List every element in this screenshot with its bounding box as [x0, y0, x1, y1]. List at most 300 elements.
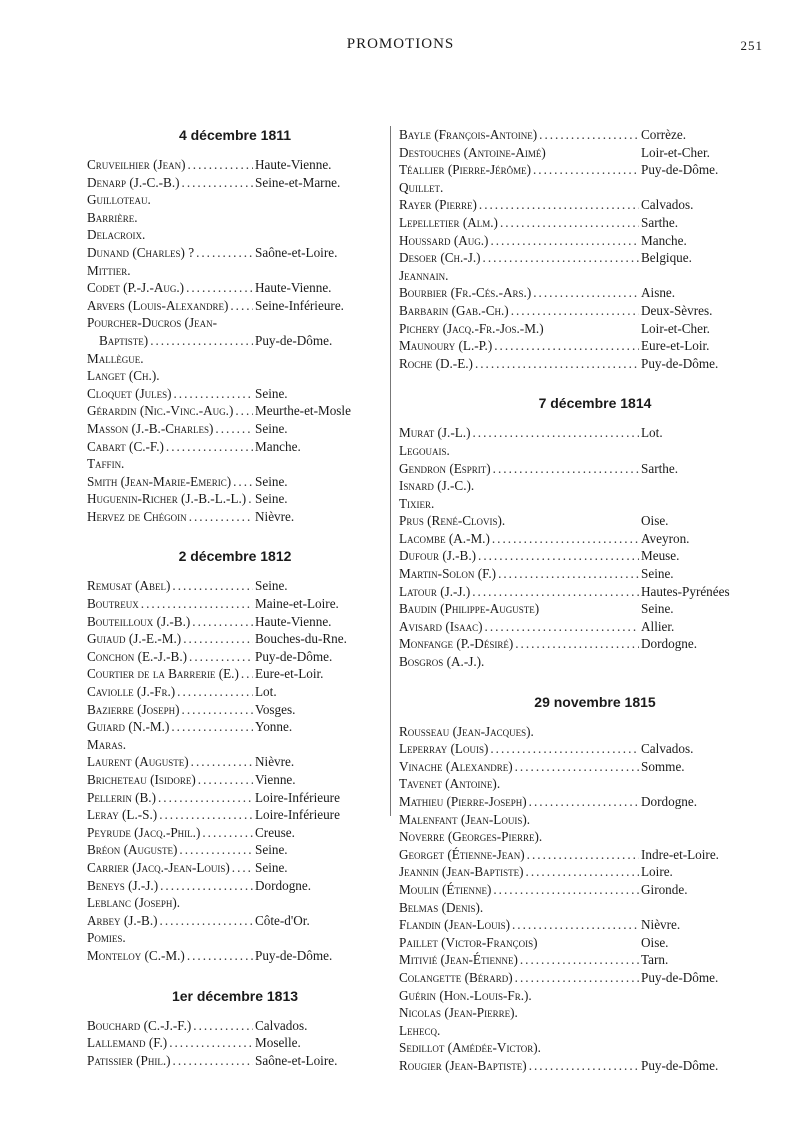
- page-number: 251: [740, 38, 763, 53]
- department-name: Gironde.: [641, 881, 688, 897]
- dot-leader: [177, 683, 253, 701]
- department-name: Seine-Inférieure.: [255, 297, 344, 313]
- promotion-entry: [87, 191, 383, 209]
- promotion-entry: [399, 969, 791, 987]
- department-name: Seine.: [641, 601, 674, 617]
- department-name: Seine.: [255, 842, 288, 858]
- department-name: Dordogne.: [641, 794, 698, 809]
- person-name: Legouais.: [399, 442, 450, 458]
- person-name: Barbarin (Gab.-Ch.): [399, 302, 509, 318]
- promotion-entry: [399, 951, 791, 969]
- promotion-entry: [87, 771, 383, 789]
- promotion-entry: [399, 161, 791, 179]
- person-name: Guiaud (J.-E.-M.): [87, 631, 182, 647]
- promotion-entry: [399, 249, 791, 267]
- person-name: Pourcher-Ducros (Jean-: [87, 315, 217, 331]
- promotion-entry: [87, 929, 383, 947]
- promotion-entry: [87, 912, 383, 930]
- dot-leader: [479, 196, 639, 214]
- person-name: Pichery (Jacq.-Fr.-Jos.-M.): [399, 320, 544, 336]
- dot-leader: [183, 630, 253, 648]
- promotion-entry: [87, 508, 383, 526]
- promotion-entry: [399, 1004, 791, 1022]
- promotion-entry: [87, 385, 383, 403]
- person-name: Bouteilloux (J.-B.): [87, 613, 191, 629]
- dot-leader: [485, 618, 639, 636]
- department-name: Oise.: [641, 934, 669, 950]
- promotion-entry: [87, 332, 383, 350]
- person-name: Martin-Solon (F.): [399, 566, 497, 582]
- dot-leader: [475, 355, 639, 373]
- person-name: Carrier (Jacq.-Jean-Louis): [87, 859, 230, 875]
- dot-leader: [189, 648, 253, 666]
- promotion-entry: [399, 495, 791, 513]
- person-name: Caviolle (J.-Fr.): [87, 684, 176, 700]
- person-name: Bayle (François-Antoine): [399, 127, 538, 142]
- dot-leader: [171, 718, 253, 736]
- promotion-entry: [87, 420, 383, 438]
- department-name: Saône-et-Loire.: [255, 244, 338, 260]
- dot-leader: [160, 877, 253, 895]
- promotion-entry: [87, 894, 383, 912]
- promotion-entry: [87, 350, 383, 368]
- promotion-entry: [399, 758, 791, 776]
- person-name: Leray (L.-S.): [87, 807, 158, 823]
- person-name: Vinache (Alexandre): [399, 758, 513, 774]
- person-name: Peyrude (Jacq.-Phil.): [87, 824, 201, 840]
- running-title: PROMOTIONS: [346, 36, 455, 52]
- promotion-entry: [87, 577, 383, 595]
- dot-leader: [159, 806, 253, 824]
- promotion-entry: [399, 477, 791, 495]
- person-name: Leblanc (Joseph).: [87, 895, 181, 911]
- department-name: Puy-de-Dôme.: [255, 332, 333, 348]
- person-name: Mallègue.: [87, 350, 144, 366]
- promotion-entry: [399, 355, 791, 373]
- promotion-entry: [87, 824, 383, 842]
- dot-leader: [539, 126, 639, 144]
- person-name: Delacroix.: [87, 227, 146, 243]
- department-name: Haute-Vienne.: [255, 613, 332, 629]
- promotion-entry: [399, 1022, 791, 1040]
- person-name: Langet (Ch.).: [87, 368, 160, 384]
- promotion-entry: [399, 424, 791, 442]
- person-name: Gérardin (Nic.-Vinc.-Aug.): [87, 403, 234, 419]
- dot-leader: [529, 1057, 639, 1075]
- person-name: Desoer (Ch.-J.): [399, 250, 481, 266]
- department-name: Nièvre.: [641, 917, 681, 933]
- person-name: Laurent (Auguste): [87, 754, 189, 770]
- department-name: Tarn.: [641, 952, 669, 968]
- person-name: Noverre (Georges-Pierre).: [399, 829, 543, 845]
- dot-leader: [189, 508, 253, 526]
- person-name: Leperray (Louis): [399, 741, 489, 757]
- person-name: Mitivié (Jean-Étienne): [399, 952, 518, 968]
- person-name: Tixier.: [399, 495, 435, 511]
- section-date-heading: 7 décembre 1814: [538, 395, 652, 412]
- promotion-entry: [87, 701, 383, 719]
- department-name: Aisne.: [641, 285, 676, 301]
- promotion-entry: [399, 267, 791, 285]
- person-name: Avisard (Isaac): [399, 618, 483, 634]
- person-name: Arvers (Louis-Alexandre): [87, 297, 229, 313]
- right-column: [399, 126, 791, 1075]
- dot-leader: [192, 613, 253, 631]
- promotion-entry: [399, 1057, 791, 1075]
- dot-leader: [515, 969, 639, 987]
- person-name: Houssard (Aug.): [399, 232, 489, 248]
- person-name: Gendron (Esprit): [399, 460, 491, 476]
- section-date-heading: 29 novembre 1815: [534, 693, 656, 710]
- department-name: Eure-et-Loir.: [255, 666, 324, 682]
- dot-leader: [179, 841, 253, 859]
- person-name: Nicolas (Jean-Pierre).: [399, 1005, 518, 1021]
- department-name: Seine.: [255, 491, 288, 507]
- person-name: Huguenin-Richer (J.-B.-L.-L.): [87, 491, 247, 507]
- promotion-entry: [399, 530, 791, 548]
- person-name: Dufour (J.-B.): [399, 548, 477, 564]
- promotion-entry: [399, 179, 791, 197]
- person-name: Monteloy (C.-M.): [87, 947, 185, 963]
- person-name: Denarp (J.-C.-B.): [87, 174, 180, 190]
- promotion-entry: [87, 490, 383, 508]
- promotion-entry: [87, 174, 383, 192]
- dot-leader: [248, 490, 253, 508]
- dot-leader: [186, 279, 253, 297]
- person-name: Courtier de la Barrerie (E.): [87, 666, 239, 682]
- dot-leader: [483, 249, 639, 267]
- department-name: Bouches-du-Rne.: [255, 631, 347, 647]
- dot-leader: [494, 337, 639, 355]
- dot-leader: [533, 284, 639, 302]
- department-name: Maine-et-Loire.: [255, 596, 339, 612]
- person-name: Remusat (Abel): [87, 578, 171, 594]
- promotion-entry: [87, 630, 383, 648]
- promotion-entry: [87, 244, 383, 262]
- person-name: Rousseau (Jean-Jacques).: [399, 723, 534, 739]
- section-date-heading: 4 décembre 1811: [178, 127, 292, 143]
- person-name: Cruveilhier (Jean): [87, 157, 186, 172]
- person-name: Rayer (Pierre): [399, 197, 477, 213]
- promotion-entry: [399, 635, 791, 653]
- dot-leader: [188, 156, 254, 174]
- promotion-entry: [87, 297, 383, 315]
- department-name: Vienne.: [255, 772, 296, 787]
- dot-leader: [492, 530, 639, 548]
- promotion-entry: [399, 126, 791, 144]
- dot-leader: [526, 863, 639, 881]
- person-name: Roche (D.-E.): [399, 355, 473, 371]
- department-name: Loir-et-Cher.: [641, 320, 710, 336]
- department-name: Loire.: [641, 864, 673, 880]
- department-name: Oise.: [641, 513, 669, 529]
- promotion-entry: [87, 226, 383, 244]
- left-column: [87, 126, 383, 1069]
- promotion-entry: [399, 320, 791, 338]
- person-name: Codet (P.-J.-Aug.): [87, 280, 185, 296]
- dot-leader: [527, 846, 639, 864]
- department-name: Corrèze.: [641, 127, 687, 142]
- promotion-entry: [87, 438, 383, 456]
- dot-leader: [472, 583, 639, 601]
- promotion-entry: [399, 618, 791, 636]
- dot-leader: [169, 1034, 253, 1052]
- dot-leader: [187, 947, 253, 965]
- promotion-entry: [87, 1034, 383, 1052]
- promotion-entry: [87, 648, 383, 666]
- promotion-entry: [399, 740, 791, 758]
- dot-leader: [515, 635, 639, 653]
- promotion-entry: [87, 789, 383, 807]
- dot-leader: [241, 665, 253, 683]
- dot-leader: [172, 577, 253, 595]
- person-name: Pellerin (B.): [87, 789, 156, 805]
- person-name: Guilloteau.: [87, 192, 151, 208]
- promotion-entry: [399, 723, 791, 741]
- person-name: Malenfant (Jean-Louis).: [399, 811, 531, 827]
- promotion-entry: [399, 196, 791, 214]
- department-name: Creuse.: [255, 824, 295, 840]
- person-name: Georget (Étienne-Jean): [399, 846, 525, 862]
- person-name: Baptiste): [99, 332, 149, 348]
- dot-leader: [529, 793, 639, 811]
- department-name: Seine.: [255, 420, 288, 436]
- department-name: Loire-Inférieure: [255, 807, 340, 823]
- person-name: Destouches (Antoine-Aimé): [399, 144, 546, 160]
- promotion-entry: [399, 600, 791, 618]
- dot-leader: [215, 420, 253, 438]
- dot-leader: [500, 214, 639, 232]
- dot-leader: [478, 547, 639, 565]
- promotion-entry: [399, 881, 791, 899]
- department-name: Aveyron.: [641, 530, 690, 546]
- person-name: Bricheteau (Isidore): [87, 772, 196, 787]
- department-name: Calvados.: [641, 741, 694, 757]
- promotion-entry: [399, 793, 791, 811]
- dot-leader: [160, 912, 253, 930]
- person-name: Baudin (Philippe-Auguste): [399, 601, 540, 617]
- person-name: Bosgros (A.-J.).: [399, 654, 485, 670]
- column-divider: [390, 126, 391, 816]
- promotion-entry: [399, 460, 791, 478]
- person-name: Lacombe (A.-M.): [399, 530, 490, 546]
- person-name: Bouchard (C.-J.-F.): [87, 1017, 192, 1033]
- promotion-entry: [399, 284, 791, 302]
- promotion-entry: [87, 1017, 383, 1035]
- promotion-entry: [87, 806, 383, 824]
- dot-leader: [520, 951, 639, 969]
- department-name: Seine.: [255, 578, 288, 594]
- dot-leader: [191, 753, 253, 771]
- section-gap: [399, 372, 791, 394]
- person-name: Masson (J.-B.-Charles): [87, 420, 214, 436]
- person-name: Monfange (P.-Désiré): [399, 636, 514, 652]
- person-name: Isnard (J.-C.).: [399, 478, 475, 494]
- dot-leader: [182, 174, 253, 192]
- promotion-entry: [399, 863, 791, 881]
- promotion-entry: [399, 442, 791, 460]
- person-name: Flandin (Jean-Louis): [399, 917, 510, 933]
- promotion-entry: [399, 987, 791, 1005]
- department-name: Indre-et-Loire.: [641, 846, 719, 862]
- department-name: Seine.: [255, 473, 288, 489]
- department-name: Puy-de-Dôme.: [641, 355, 719, 371]
- department-name: Seine.: [255, 385, 288, 401]
- person-name: Cloquet (Jules): [87, 385, 172, 401]
- section-date-heading: 1er décembre 1813: [171, 987, 299, 1004]
- promotion-entry: [399, 653, 791, 671]
- section-gap: [87, 525, 383, 547]
- person-name: Maras.: [87, 736, 127, 752]
- person-name: Téallier (Pierre-Jérôme): [399, 162, 531, 178]
- dot-leader: [202, 824, 253, 842]
- person-name: Latour (J.-J.): [399, 583, 471, 599]
- promotion-entry: [87, 156, 383, 174]
- promotion-entry: [87, 209, 383, 227]
- department-name: Côte-d'Or.: [255, 912, 310, 928]
- promotion-entry: [87, 402, 383, 420]
- promotion-entry: [87, 718, 383, 736]
- department-name: Puy-de-Dôme.: [255, 947, 333, 963]
- promotion-entry: [87, 753, 383, 771]
- dot-leader: [533, 161, 639, 179]
- department-name: Manche.: [255, 438, 301, 454]
- promotion-entry: [399, 934, 791, 952]
- promotion-entry: [399, 232, 791, 250]
- department-name: Calvados.: [255, 1017, 308, 1033]
- person-name: Hervez de Chégoin: [87, 508, 187, 524]
- person-name: Rougier (Jean-Baptiste): [399, 1057, 527, 1073]
- promotion-entry: [399, 302, 791, 320]
- department-name: Dordogne.: [641, 636, 698, 652]
- department-name: Puy-de-Dôme.: [641, 969, 719, 985]
- dot-leader: [198, 771, 253, 789]
- promotion-entry: [399, 565, 791, 583]
- dot-leader: [230, 297, 253, 315]
- department-name: Lot.: [641, 425, 663, 441]
- promotion-entry: [87, 859, 383, 877]
- promotion-entry: [87, 613, 383, 631]
- promotion-entry: [399, 512, 791, 530]
- person-name: Mathieu (Pierre-Joseph): [399, 794, 527, 809]
- dot-leader: [193, 1017, 253, 1035]
- person-name: Mittier.: [87, 262, 131, 278]
- person-name: Prus (René-Clovis).: [399, 513, 506, 529]
- person-name: Moulin (Étienne): [399, 881, 492, 897]
- person-name: Quillet.: [399, 179, 444, 195]
- dot-leader: [158, 789, 253, 807]
- person-name: Bréon (Auguste): [87, 842, 178, 858]
- person-name: Arbey (J.-B.): [87, 912, 158, 928]
- department-name: Yonne.: [255, 719, 293, 735]
- page-header: [0, 36, 801, 53]
- dot-leader: [512, 916, 639, 934]
- promotion-entry: [87, 314, 383, 332]
- section-gap: [87, 965, 383, 987]
- person-name: Conchon (E.-J.-B.): [87, 648, 188, 664]
- department-name: Somme.: [641, 758, 685, 774]
- department-name: Lot.: [255, 684, 277, 700]
- department-name: Seine-et-Marne.: [255, 174, 341, 190]
- person-name: Bazierre (Joseph): [87, 701, 180, 717]
- department-name: Haute-Vienne.: [255, 280, 332, 296]
- promotion-entry: [87, 262, 383, 280]
- dot-leader: [173, 1052, 253, 1070]
- department-name: Meuse.: [641, 548, 680, 564]
- department-name: Sarthe.: [641, 214, 678, 230]
- promotion-entry: [87, 736, 383, 754]
- promotion-entry: [87, 877, 383, 895]
- dot-leader: [493, 460, 639, 478]
- dot-leader: [150, 332, 253, 350]
- dot-leader: [182, 701, 253, 719]
- person-name: Beneys (J.-J.): [87, 877, 159, 893]
- department-name: Deux-Sèvres.: [641, 302, 713, 318]
- dot-leader: [511, 302, 639, 320]
- promotion-entry: [87, 665, 383, 683]
- department-name: Saône-et-Loire.: [255, 1052, 338, 1068]
- department-name: Puy-de-Dôme.: [641, 1057, 719, 1073]
- person-name: Boutreux: [87, 596, 139, 612]
- promotion-entry: [87, 947, 383, 965]
- person-name: Patissier (Phil.): [87, 1052, 171, 1068]
- person-name: Cabart (C.-F.): [87, 438, 164, 454]
- promotion-entry: [399, 775, 791, 793]
- promotion-entry: [399, 547, 791, 565]
- department-name: Eure-et-Loir.: [641, 338, 710, 354]
- dot-leader: [141, 595, 253, 613]
- person-name: Paillet (Victor-François): [399, 934, 538, 950]
- person-name: Lallemand (F.): [87, 1035, 168, 1051]
- promotion-entry: [399, 214, 791, 232]
- dot-leader: [490, 232, 639, 250]
- department-name: Belgique.: [641, 250, 692, 266]
- person-name: Bourbier (Fr.-Cés.-Ars.): [399, 285, 532, 301]
- promotion-entry: [87, 683, 383, 701]
- department-name: Dordogne.: [255, 877, 312, 893]
- person-name: Jeannain.: [399, 267, 449, 283]
- department-name: Moselle.: [255, 1035, 301, 1051]
- person-name: Barrière.: [87, 209, 138, 225]
- department-name: Loire-Inférieure: [255, 789, 340, 805]
- person-name: Jeannin (Jean-Baptiste): [399, 864, 524, 880]
- dot-leader: [166, 438, 253, 456]
- department-name: Puy-de-Dôme.: [255, 648, 333, 664]
- dot-leader: [498, 565, 639, 583]
- dot-leader: [472, 424, 639, 442]
- promotion-entry: [87, 367, 383, 385]
- person-name: Colangette (Bérard): [399, 969, 513, 985]
- department-name: Vosges.: [255, 701, 296, 717]
- promotion-entry: [399, 846, 791, 864]
- promotion-entry: [399, 828, 791, 846]
- dot-leader: [515, 758, 639, 776]
- promotion-entry: [87, 841, 383, 859]
- promotion-entry: [399, 337, 791, 355]
- person-name: Sedillot (Amédée-Victor).: [399, 1040, 541, 1056]
- person-name: Lepelletier (Alm.): [399, 214, 498, 230]
- person-name: Lehecq.: [399, 1022, 441, 1038]
- person-name: Taffin.: [87, 456, 125, 472]
- promotion-entry: [399, 144, 791, 162]
- department-name: Puy-de-Dôme.: [641, 162, 719, 178]
- person-name: Belmas (Denis).: [399, 899, 484, 915]
- person-name: Smith (Jean-Marie-Emeric): [87, 473, 232, 489]
- department-name: Allier.: [641, 618, 675, 634]
- person-name: Pomies.: [87, 930, 126, 946]
- promotion-entry: [399, 583, 791, 601]
- section-gap: [399, 671, 791, 693]
